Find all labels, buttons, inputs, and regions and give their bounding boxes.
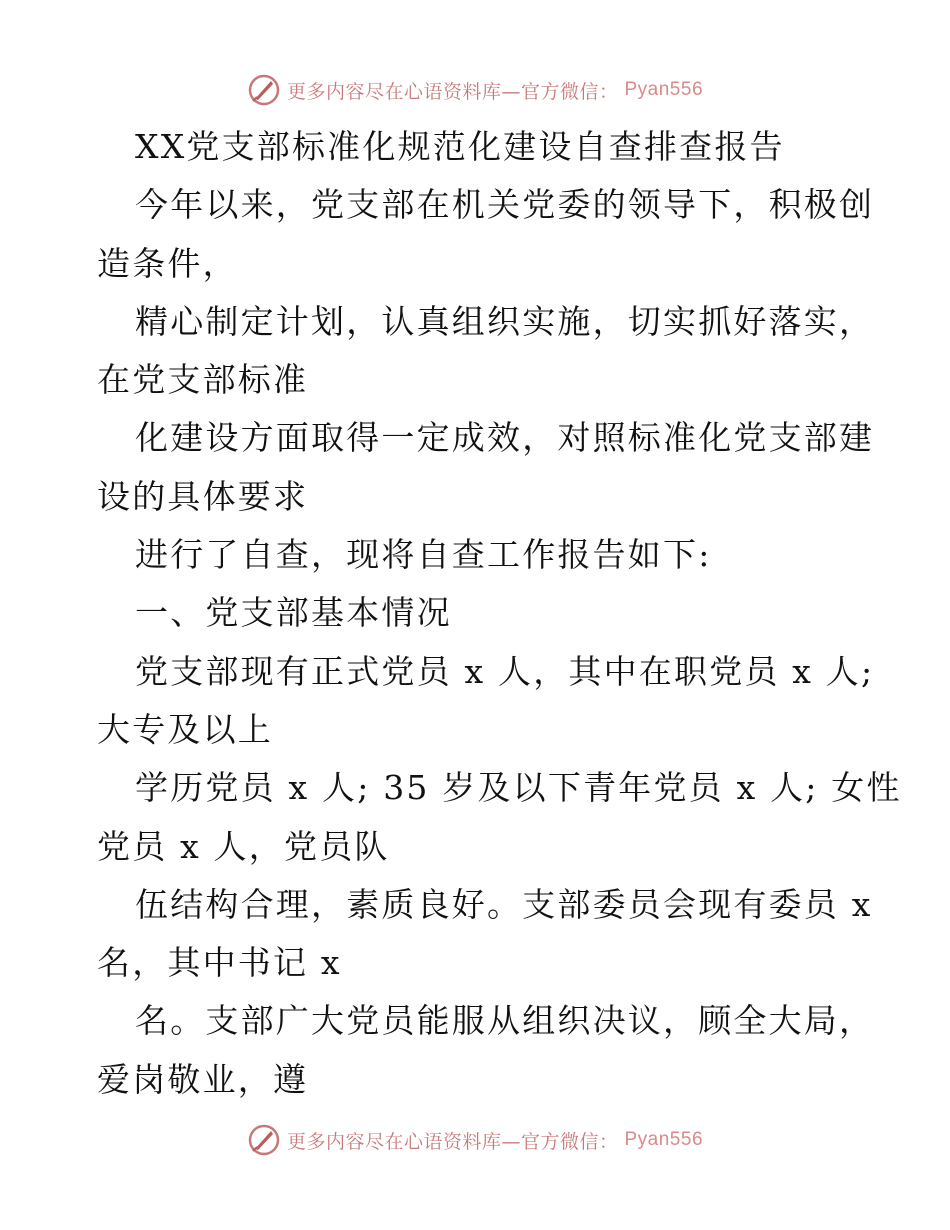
watermark-header (0, 70, 950, 110)
watermark-wechat-id: Pyan556 (624, 1129, 704, 1150)
quill-circle-icon (247, 73, 281, 107)
document-title: XX党支部标准化规范化建设自查排查报告 (135, 127, 785, 166)
quill-circle-icon (247, 1123, 281, 1157)
watermark-text: 更多内容尽在心语资料库—官方微信： (286, 1130, 619, 1153)
text-line: 一、党支部基本情况 (135, 593, 452, 633)
watermark-wechat-id: Pyan556 (624, 79, 704, 100)
text-line: 设的具体要求 (97, 476, 309, 516)
watermark-text: 更多内容尽在心语资料库—官方微信： (286, 80, 619, 103)
text-line: 今年以来，党支部在机关党委的领导下，积极创 (135, 185, 875, 225)
text-line: 党支部现有正式党员 x 人，其中在职党员 x 人; (135, 651, 875, 691)
document-body (97, 118, 902, 1109)
text-line: 在党支部标准 (97, 360, 309, 400)
text-line: 名。支部广大党员能服从组织决议，顾全大局， (135, 1001, 875, 1041)
text-line: 伍结构合理，素质良好。支部委员会现有委员 x (135, 884, 873, 924)
text-line: 名，其中书记 x (97, 943, 342, 983)
text-line: 进行了自查，现将自查工作报告如下: (135, 535, 712, 575)
watermark-footer (0, 1120, 950, 1160)
text-line: 化建设方面取得一定成效，对照标准化党支部建 (135, 418, 875, 458)
text-line: 爱岗敬业，遵 (97, 1059, 309, 1099)
text-line: 造条件， (97, 243, 238, 283)
text-line: 党员 x 人，党员队 (97, 826, 390, 866)
text-line: 精心制定计划，认真组织实施，切实抓好落实， (135, 301, 875, 341)
text-line: 学历党员 x 人; 35 岁及以下青年党员 x 人; 女性 (135, 768, 902, 808)
text-line: 大专及以上 (97, 709, 273, 749)
